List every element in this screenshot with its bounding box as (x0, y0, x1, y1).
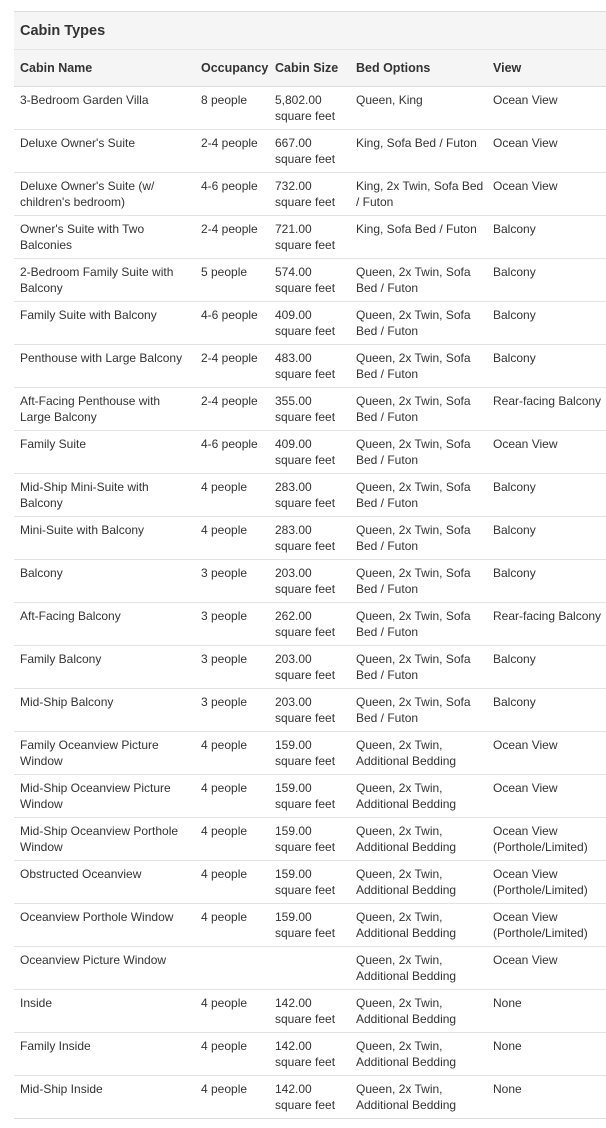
cabin-name-cell: Aft-Facing Balcony (14, 603, 195, 646)
view-cell: Ocean View (487, 130, 606, 173)
bed-options-cell: Queen, 2x Twin, Additional Bedding (350, 904, 487, 947)
occupancy-cell: 2-4 people (195, 130, 269, 173)
occupancy-cell: 4 people (195, 904, 269, 947)
occupancy-cell: 4 people (195, 818, 269, 861)
table-row (14, 732, 606, 775)
table-row (14, 689, 606, 732)
occupancy-cell: 3 people (195, 689, 269, 732)
bed-options-cell: Queen, 2x Twin, Sofa Bed / Futon (350, 474, 487, 517)
table-row (14, 431, 606, 474)
column-header-occupancy: Occupancy (195, 50, 269, 87)
bed-options-cell: Queen, King (350, 87, 487, 130)
occupancy-cell: 2-4 people (195, 216, 269, 259)
view-cell: Balcony (487, 560, 606, 603)
occupancy-cell: 3 people (195, 646, 269, 689)
cabin-name-cell: Oceanview Picture Window (14, 947, 195, 990)
cabin-size-cell: 159.00 square feet (269, 861, 350, 904)
table-row (14, 603, 606, 646)
view-cell: Ocean View (487, 431, 606, 474)
cabin-size-cell: 142.00 square feet (269, 1033, 350, 1076)
bed-options-cell: Queen, 2x Twin, Sofa Bed / Futon (350, 388, 487, 431)
cabin-name-cell: 3-Bedroom Garden Villa (14, 87, 195, 130)
table-row (14, 818, 606, 861)
table-row (14, 560, 606, 603)
cabin-size-cell: 203.00 square feet (269, 646, 350, 689)
table-row (14, 388, 606, 431)
table-row (14, 517, 606, 560)
view-cell: Ocean View (487, 173, 606, 216)
bed-options-cell: King, Sofa Bed / Futon (350, 130, 487, 173)
cabin-size-cell: 159.00 square feet (269, 775, 350, 818)
bed-options-cell: Queen, 2x Twin, Additional Bedding (350, 732, 487, 775)
cabin-size-cell: 283.00 square feet (269, 517, 350, 560)
view-cell: None (487, 990, 606, 1033)
occupancy-cell: 4 people (195, 1076, 269, 1119)
view-cell: Balcony (487, 259, 606, 302)
occupancy-cell: 4 people (195, 474, 269, 517)
cabin-name-cell: Family Suite (14, 431, 195, 474)
bed-options-cell: Queen, 2x Twin, Additional Bedding (350, 990, 487, 1033)
cabin-size-cell: 732.00 square feet (269, 173, 350, 216)
table-row (14, 216, 606, 259)
cabin-size-cell: 262.00 square feet (269, 603, 350, 646)
cabin-name-cell: Mid-Ship Mini-Suite with Balcony (14, 474, 195, 517)
table-row (14, 173, 606, 216)
cabin-name-cell: Mid-Ship Balcony (14, 689, 195, 732)
table-row (14, 646, 606, 689)
table-row (14, 861, 606, 904)
cabin-name-cell: Family Balcony (14, 646, 195, 689)
bed-options-cell: Queen, 2x Twin, Sofa Bed / Futon (350, 603, 487, 646)
column-header-bed-options: Bed Options (350, 50, 487, 87)
view-cell: Ocean View (487, 947, 606, 990)
bed-options-cell: Queen, 2x Twin, Sofa Bed / Futon (350, 259, 487, 302)
cabin-size-cell: 159.00 square feet (269, 904, 350, 947)
bed-options-cell: Queen, 2x Twin, Sofa Bed / Futon (350, 345, 487, 388)
cabin-name-cell: Family Oceanview Picture Window (14, 732, 195, 775)
cabin-name-cell: Aft-Facing Penthouse with Large Balcony (14, 388, 195, 431)
cabin-name-cell: Inside (14, 990, 195, 1033)
view-cell: Rear-facing Balcony (487, 603, 606, 646)
cabin-size-cell: 667.00 square feet (269, 130, 350, 173)
view-cell: Ocean View (Porthole/Limited) (487, 818, 606, 861)
bed-options-cell: Queen, 2x Twin, Sofa Bed / Futon (350, 646, 487, 689)
bed-options-cell: King, 2x Twin, Sofa Bed / Futon (350, 173, 487, 216)
cabin-name-cell: Deluxe Owner's Suite (14, 130, 195, 173)
column-header-cabin-size: Cabin Size (269, 50, 350, 87)
view-cell: None (487, 1076, 606, 1119)
view-cell: Balcony (487, 302, 606, 345)
table-row (14, 474, 606, 517)
cabin-name-cell: Family Suite with Balcony (14, 302, 195, 345)
column-header-cabin-name: Cabin Name (14, 50, 195, 87)
table-row (14, 130, 606, 173)
table-row (14, 302, 606, 345)
occupancy-cell: 8 people (195, 87, 269, 130)
cabin-name-cell: Oceanview Porthole Window (14, 904, 195, 947)
cabin-types-table (14, 50, 606, 1119)
cabin-name-cell: Mid-Ship Oceanview Picture Window (14, 775, 195, 818)
cabin-size-cell: 409.00 square feet (269, 302, 350, 345)
view-cell: Balcony (487, 474, 606, 517)
occupancy-cell: 4 people (195, 775, 269, 818)
view-cell: Balcony (487, 646, 606, 689)
table-row (14, 904, 606, 947)
bed-options-cell: Queen, 2x Twin, Sofa Bed / Futon (350, 560, 487, 603)
bed-options-cell: Queen, 2x Twin, Sofa Bed / Futon (350, 689, 487, 732)
cabin-name-cell: Family Inside (14, 1033, 195, 1076)
cabin-size-cell: 409.00 square feet (269, 431, 350, 474)
bed-options-cell: King, Sofa Bed / Futon (350, 216, 487, 259)
cabin-size-cell: 721.00 square feet (269, 216, 350, 259)
table-row (14, 990, 606, 1033)
cabin-name-cell: Mid-Ship Oceanview Porthole Window (14, 818, 195, 861)
bed-options-cell: Queen, 2x Twin, Additional Bedding (350, 861, 487, 904)
cabin-size-cell: 574.00 square feet (269, 259, 350, 302)
view-cell: Rear-facing Balcony (487, 388, 606, 431)
view-cell: Balcony (487, 517, 606, 560)
table-row (14, 1033, 606, 1076)
view-cell: Ocean View (Porthole/Limited) (487, 904, 606, 947)
cabin-name-cell: Penthouse with Large Balcony (14, 345, 195, 388)
section-title: Cabin Types (14, 12, 606, 50)
cabin-name-cell: Mini-Suite with Balcony (14, 517, 195, 560)
bed-options-cell: Queen, 2x Twin, Additional Bedding (350, 1076, 487, 1119)
cabin-size-cell: 159.00 square feet (269, 732, 350, 775)
table-row (14, 259, 606, 302)
occupancy-cell: 2-4 people (195, 345, 269, 388)
occupancy-cell: 3 people (195, 603, 269, 646)
cabin-size-cell: 483.00 square feet (269, 345, 350, 388)
table-header (14, 50, 606, 87)
cabin-name-cell: Deluxe Owner's Suite (w/ children's bedroom) (14, 173, 195, 216)
cabin-name-cell: Mid-Ship Inside (14, 1076, 195, 1119)
bed-options-cell: Queen, 2x Twin, Sofa Bed / Futon (350, 431, 487, 474)
cabin-types-panel (14, 11, 606, 1119)
occupancy-cell: 4-6 people (195, 302, 269, 345)
view-cell: Ocean View (Porthole/Limited) (487, 861, 606, 904)
view-cell: Ocean View (487, 732, 606, 775)
cabin-size-cell: 142.00 square feet (269, 1076, 350, 1119)
bed-options-cell: Queen, 2x Twin, Additional Bedding (350, 818, 487, 861)
view-cell: Balcony (487, 689, 606, 732)
view-cell: Ocean View (487, 87, 606, 130)
occupancy-cell: 4 people (195, 990, 269, 1033)
occupancy-cell: 2-4 people (195, 388, 269, 431)
occupancy-cell: 4 people (195, 517, 269, 560)
cabin-size-cell: 203.00 square feet (269, 689, 350, 732)
cabin-size-cell: 5,802.00 square feet (269, 87, 350, 130)
table-row (14, 345, 606, 388)
cabin-name-cell: Obstructed Oceanview (14, 861, 195, 904)
occupancy-cell: 4-6 people (195, 173, 269, 216)
occupancy-cell: 4-6 people (195, 431, 269, 474)
cabin-name-cell: Owner's Suite with Two Balconies (14, 216, 195, 259)
occupancy-cell: 3 people (195, 560, 269, 603)
view-cell: Balcony (487, 345, 606, 388)
cabin-size-cell: 203.00 square feet (269, 560, 350, 603)
table-body (14, 87, 606, 1119)
table-row (14, 947, 606, 990)
bed-options-cell: Queen, 2x Twin, Additional Bedding (350, 775, 487, 818)
bed-options-cell: Queen, 2x Twin, Sofa Bed / Futon (350, 517, 487, 560)
occupancy-cell: 5 people (195, 259, 269, 302)
table-row (14, 87, 606, 130)
occupancy-cell (195, 947, 269, 990)
cabin-size-cell: 142.00 square feet (269, 990, 350, 1033)
cabin-size-cell (269, 947, 350, 990)
cabin-name-cell: Balcony (14, 560, 195, 603)
header-row (14, 50, 606, 87)
cabin-name-cell: 2-Bedroom Family Suite with Balcony (14, 259, 195, 302)
view-cell: Balcony (487, 216, 606, 259)
occupancy-cell: 4 people (195, 861, 269, 904)
bed-options-cell: Queen, 2x Twin, Additional Bedding (350, 1033, 487, 1076)
occupancy-cell: 4 people (195, 1033, 269, 1076)
table-row (14, 1076, 606, 1119)
bed-options-cell: Queen, 2x Twin, Additional Bedding (350, 947, 487, 990)
cabin-size-cell: 159.00 square feet (269, 818, 350, 861)
cabin-size-cell: 355.00 square feet (269, 388, 350, 431)
view-cell: Ocean View (487, 775, 606, 818)
column-header-view: View (487, 50, 606, 87)
view-cell: None (487, 1033, 606, 1076)
bed-options-cell: Queen, 2x Twin, Sofa Bed / Futon (350, 302, 487, 345)
occupancy-cell: 4 people (195, 732, 269, 775)
cabin-size-cell: 283.00 square feet (269, 474, 350, 517)
table-row (14, 775, 606, 818)
